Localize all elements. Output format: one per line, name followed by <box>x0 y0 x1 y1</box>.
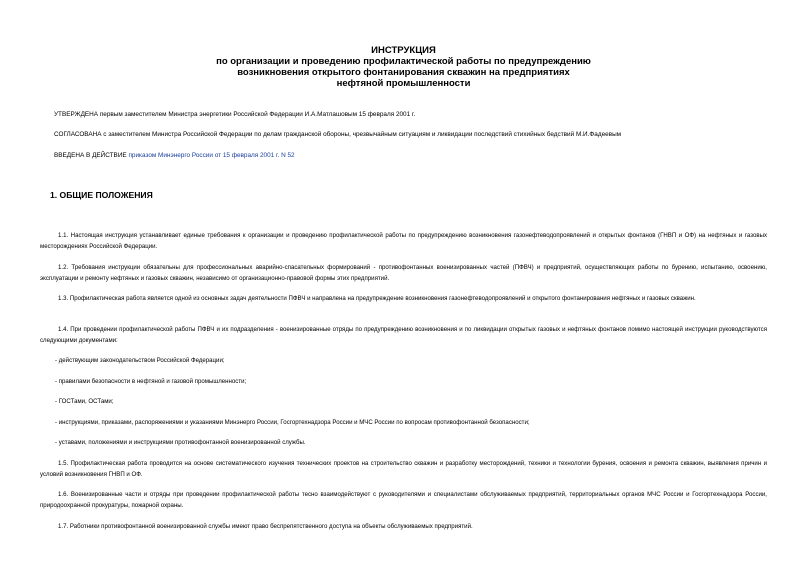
paragraph-1-6: 1.6. Военизированные части и отряды при проведении профилактической работы тесно взаимодействуют с руководителями и специалистами обслуживаемых предприятий, территориальных органов МЧС России и Госгортехнадзора России, природоохранной прокуратуры, пожарной охраны. <box>40 491 767 509</box>
list-item: - инструкциями, приказами, распоряжениями и указаниями Минэнерго России, Госгортехнадзора России и МЧС России по вопросам противофонтанной безопасности; <box>55 419 530 426</box>
section-heading: 1. ОБЩИЕ ПОЛОЖЕНИЯ <box>50 190 153 200</box>
list-item: - уставами, положениями и инструкциями противофонтанной военизированной службы. <box>55 439 306 446</box>
enacted-line <box>54 152 295 160</box>
title-line-1: ИНСТРУКЦИЯ <box>371 45 436 56</box>
title-line-4: нефтяной промышленности <box>336 78 471 89</box>
list-item: - правилами безопасности в нефтяной и газовой промышленности; <box>55 378 247 385</box>
list-item: - ГОСТами, ОСТами; <box>55 398 114 405</box>
paragraph-1-1: 1.1. Настоящая инструкция устанавливает единые требования к организации и проведению профилактической работы по предупреждению возникновения газонефтеводопроявлений и открытых фонтанов (ГНВП и ОФ) на нефтяных и газовых месторождениях Российской Федерации. <box>40 232 767 250</box>
enacted-prefix: ВВЕДЕНА В ДЕЙСТВИЕ <box>54 152 129 159</box>
enacted-order-link[interactable]: приказом Минэнерго России от 15 февраля 2001 г. N 52 <box>128 152 295 159</box>
agreed-line: СОГЛАСОВАНА с заместителем Министра Российской Федерации по делам гражданской обороны, чрезвычайным ситуациям и ликвидации последствий стихийных бедствий М.И.Фадеевым <box>54 131 622 138</box>
paragraph-1-7: 1.7. Работники противофонтанной военизированной службы имеют право беспрепятственного доступа на объекты обслуживаемых предприятий. <box>58 523 473 530</box>
paragraph-1-2: 1.2. Требования инструкции обязательны для профессиональных аварийно-спасательных формирований - противофонтанных военизированных частей (ПФВЧ) и предприятий, осуществляющих работы по бурению, испытанию, освоению, эксплуатации и ремонту нефтяных и газовых скважин, независимо от организационно-правовой формы этих предприятий. <box>40 264 767 282</box>
document-title <box>0 45 807 89</box>
title-line-3: возникновения открытого фонтанирования скважин на предприятиях <box>237 67 570 78</box>
paragraph-1-5: 1.5. Профилактическая работа проводится на основе систематического изучения технических проектов на строительство скважин и разработку месторождений, техники и технологии бурения, освоения и ремонта скважин, выявления причин и условий возникновения ГНВП и ОФ. <box>40 460 767 478</box>
paragraph-1-3: 1.3. Профилактическая работа является одной из основных задач деятельности ПФВЧ и направлена на предупреждение возникновения газонефтеводопроявлений и открытого фонтанирования нефтяных и газовых скважин. <box>58 295 696 302</box>
approved-line: УТВЕРЖДЕНА первым заместителем Министра энергетики Российской Федерации И.А.Матлашовым 15 февраля 2001 г. <box>54 111 416 118</box>
paragraph-1-4: 1.4. При проведении профилактической работы ПФВЧ и их подразделения - военизированные отряды по предупреждению возникновения и по ликвидации открытых газовых и нефтяных фонтанов помимо настоящей инструкции руководствуются следующими документами: <box>40 326 767 344</box>
list-item: - действующим законодательством Российской Федерации; <box>55 357 225 364</box>
title-line-2: по организации и проведению профилактической работы по предупреждению <box>216 56 591 67</box>
